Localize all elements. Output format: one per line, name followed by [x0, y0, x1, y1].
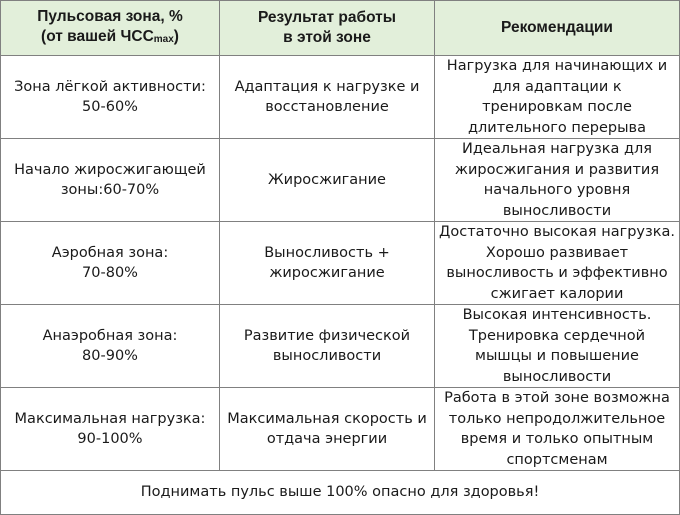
recommendation-cell-line: мышцы и повышение: [475, 348, 639, 364]
recommendation-cell-line: тренировкам после: [482, 99, 632, 115]
recommendation-cell-line: Работа в этой зоне возможна: [444, 390, 670, 406]
recommendation-cell-line: Нагрузка для начинающих и: [446, 58, 668, 74]
zone-cell: [1, 222, 220, 305]
warning-note: Поднимать пульс выше 100% опасно для здоровья!: [1, 471, 680, 515]
zone-cell-line: зоны:60-70%: [60, 182, 160, 198]
recommendation-cell-line: выносливости: [502, 202, 612, 219]
zone-cell: [1, 388, 220, 471]
recommendation-cell-line: только непродолжительное: [448, 410, 666, 427]
header-pulse-zone-close: ): [173, 27, 179, 45]
header-pulse-zone-line1: Пульсовая зона, %: [37, 7, 183, 25]
zone-cell-line: Максимальная нагрузка:: [14, 410, 206, 427]
recommendation-cell-line: Высокая интенсивность.: [462, 307, 652, 323]
header-recommendations-label: Рекомендации: [501, 19, 613, 36]
result-cell-line: Адаптация к нагрузке и: [234, 78, 420, 95]
result-cell-line: отдача энергии: [266, 431, 388, 447]
result-cell-line: Максимальная скорость и: [227, 410, 427, 427]
result-cell: [220, 388, 435, 471]
result-cell: [220, 56, 435, 139]
zone-cell: [1, 305, 220, 388]
header-result-line1: Результат работы: [257, 9, 396, 26]
header-pulse-zone-line2-wrap: [4, 27, 216, 50]
recommendation-cell-line: выносливости: [502, 368, 612, 385]
recommendation-cell-line: длительного перерыва: [468, 119, 646, 136]
zone-cell-line: Начало жиросжигающей: [14, 161, 206, 178]
zone-cell-line: 50-60%: [82, 99, 138, 115]
recommendation-cell-line: Хорошо развивает: [485, 244, 629, 261]
result-cell-line: выносливости: [272, 348, 382, 364]
table-row: [1, 139, 680, 222]
header-pulse-zone: [1, 1, 220, 56]
result-cell-line: Развитие физической: [243, 327, 411, 344]
table-row: [1, 388, 680, 471]
zone-cell-line: 80-90%: [82, 348, 138, 364]
zone-cell-line: Зона лёгкой активности:: [14, 78, 206, 95]
result-cell: [220, 139, 435, 222]
result-cell: [220, 305, 435, 388]
recommendation-cell: [435, 388, 680, 471]
header-result: [220, 1, 435, 56]
recommendation-cell-line: Достаточно высокая нагрузка.: [439, 224, 675, 240]
recommendation-cell-line: Идеальная нагрузка для: [462, 141, 652, 157]
recommendation-cell: [435, 139, 680, 222]
result-cell-line: восстановление: [265, 99, 389, 115]
table-row: [1, 222, 680, 305]
recommendation-cell-line: сжигает калории: [490, 285, 624, 302]
recommendation-cell-line: время и только опытным: [460, 431, 654, 447]
zone-cell-line: 90-100%: [77, 431, 143, 447]
zone-cell: [1, 56, 220, 139]
header-recommendations: [435, 1, 680, 56]
result-cell-line: Выносливость +: [264, 244, 390, 261]
result-cell-line: жиросжигание: [269, 265, 385, 281]
recommendation-cell: [435, 305, 680, 388]
zone-cell: [1, 139, 220, 222]
zone-cell-line: Анаэробная зона:: [42, 327, 178, 344]
recommendation-cell-line: для адаптации к: [492, 78, 622, 95]
recommendation-cell-line: начального уровня: [483, 182, 631, 198]
zone-cell-line: Аэробная зона:: [51, 244, 169, 261]
recommendation-cell: [435, 222, 680, 305]
header-hr-max-subscript: max: [153, 33, 174, 45]
recommendation-cell-line: спортсменам: [506, 451, 608, 468]
zone-cell-line: 70-80%: [82, 265, 138, 281]
table-footer-row: [1, 471, 680, 515]
recommendation-cell: [435, 56, 680, 139]
header-pulse-zone-line2: (от вашей ЧСС: [41, 27, 154, 45]
table-row: [1, 56, 680, 139]
table-header-row: [1, 1, 680, 56]
recommendation-cell-line: Тренировка сердечной: [468, 327, 646, 344]
recommendation-cell-line: жиросжигания и развития: [454, 161, 660, 178]
recommendation-cell-line: выносливость и эффективно: [446, 265, 668, 281]
result-cell-line: Жиросжигание: [268, 171, 386, 188]
table-row: [1, 305, 680, 388]
header-result-line2: в этой зоне: [283, 29, 371, 46]
result-cell: [220, 222, 435, 305]
